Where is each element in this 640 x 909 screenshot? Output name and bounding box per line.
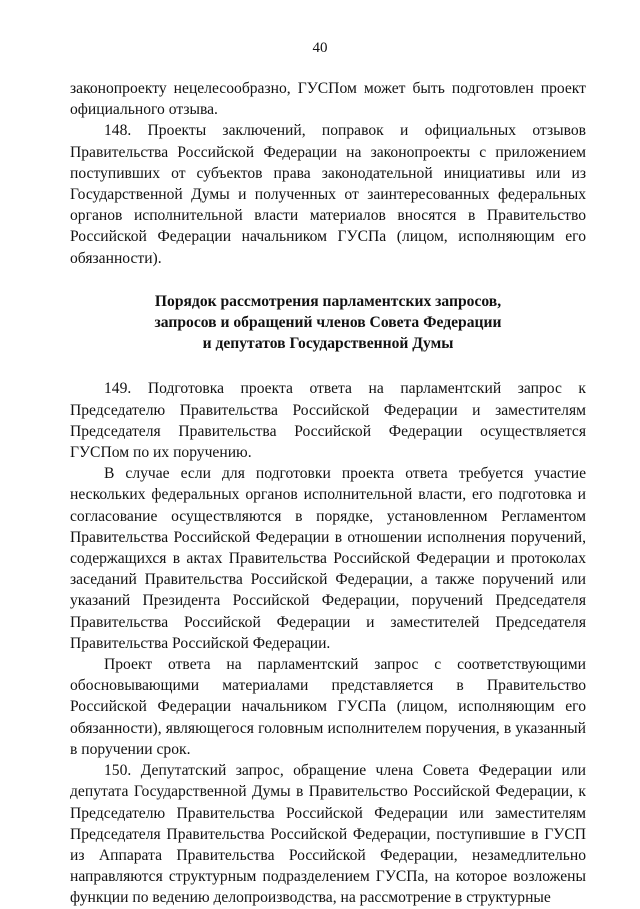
- section-heading: [70, 291, 586, 355]
- paragraph-148: 148. Проекты заключений, поправок и официальных отзывов Правительства Российской Федерации на законопроекты с приложением поступивших от субъектов права законодательной инициативы или из Государственной Думы и полученных от заинтересованных федеральных органов исполнительной власти материалов вносятся в Правительство Российской Федерации начальником ГУСПа (лицом, исполняющим его обязанности).: [70, 122, 586, 267]
- paragraph-150: 150. Депутатский запрос, обращение члена Совета Федерации или депутата Государственной Думы в Правительство Российской Федерации, к Председателю Правительства Российской Федерации или заместителям Председателя Правительства Российской Федерации, поступившие в ГУСП из Аппарата Правительства Российской Федерации, незамедлительно направляются структурным подразделением ГУСПа, на которое возложены функции по ведению делопроизводства, на рассмотрение в структурные: [70, 762, 586, 907]
- paragraph-149: 149. Подготовка проекта ответа на парламентский запрос к Председателю Правительства Российской Федерации и заместителям Председателя Правительства Российской Федерации осуществляется ГУСПом по их поручению.: [70, 380, 586, 462]
- section-heading-line-2: запросов и обращений членов Совета Федерации: [154, 314, 502, 332]
- paragraph-149-submission: Проект ответа на парламентский запрос с соответствующими обосновывающими материалами представляется в Правительство Российской Федерации начальником ГУСПа (лицом, исполняющим его обязанности), являющегося головным исполнителем поручения, в указанный в поручении срок.: [70, 656, 586, 758]
- paragraph-149-coordination: В случае если для подготовки проекта ответа требуется участие нескольких федеральных органов исполнительной власти, его подготовка и согласование осуществляются в порядке, установленном Регламентом Правительства Российской Федерации в отношении исполнения поручений, содержащихся в актах Правительства Российской Федерации и протоколах заседаний Правительства Российской Федерации, а также поручений или указаний Президента Российской Федерации, поручений Председателя Правительства Российской Федерации и заместителей Председателя Правительства Российской Федерации.: [70, 465, 586, 652]
- paragraph-continuation: законопроекту нецелесообразно, ГУСПом может быть подготовлен проект официального отзыва.: [70, 80, 586, 119]
- section-heading-line-3: и депутатов Государственной Думы: [202, 335, 454, 353]
- page-number: 40: [312, 40, 328, 56]
- document-body: [70, 78, 586, 909]
- section-heading-line-1: Порядок рассмотрения парламентских запросов,: [154, 292, 502, 310]
